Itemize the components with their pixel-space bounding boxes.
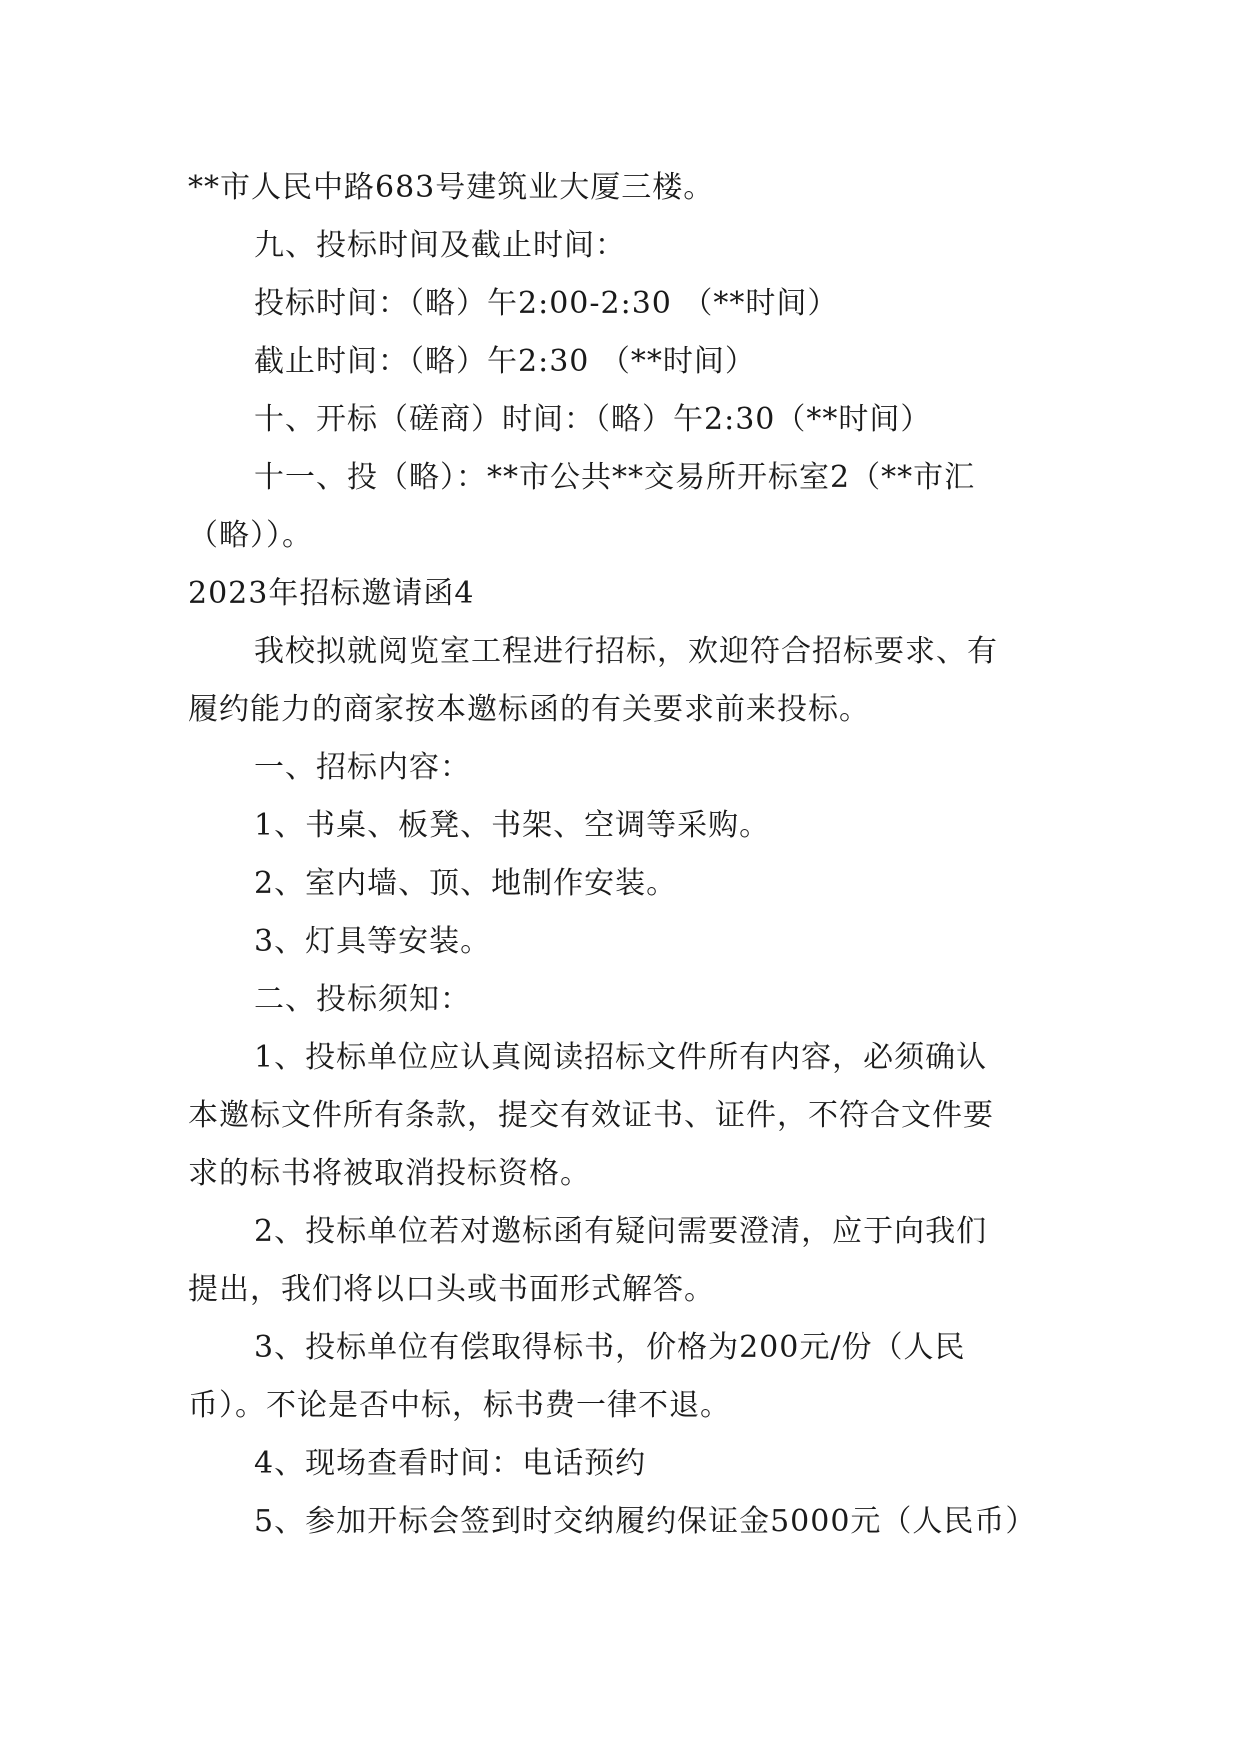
section-heading: 十、开标（磋商）时间：（略）午2:30（**时间） <box>254 402 932 437</box>
section-heading: 一、招标内容： <box>254 750 471 785</box>
paragraph-line: 我校拟就阅览室工程进行招标，欢迎符合招标要求、有 <box>254 634 998 669</box>
text-line: 投标时间：（略）午2:00-2:30 （**时间） <box>254 286 839 321</box>
paragraph-line: 提出，我们将以口头或书面形式解答。 <box>188 1272 715 1307</box>
section-heading: 九、投标时间及截止时间： <box>254 228 626 263</box>
list-item: 3、投标单位有偿取得标书，价格为200元/份（人民 <box>254 1330 966 1365</box>
list-item: 4、现场查看时间：电话预约 <box>254 1446 647 1481</box>
list-item: 3、灯具等安装。 <box>254 924 492 959</box>
section-heading: 十一、投（略）：**市公共**交易所开标室2（**市汇 <box>254 460 976 495</box>
list-item: 5、参加开标会签到时交纳履约保证金5000元（人民币） <box>254 1504 1037 1539</box>
text-line: 截止时间：（略）午2:30 （**时间） <box>254 344 756 379</box>
list-item: 1、投标单位应认真阅读招标文件所有内容，必须确认 <box>254 1040 988 1075</box>
list-item: 1、书桌、板凳、书架、空调等采购。 <box>254 808 771 843</box>
paragraph-line: 履约能力的商家按本邀标函的有关要求前来投标。 <box>188 692 870 727</box>
paragraph-line: 本邀标文件所有条款，提交有效证书、证件，不符合文件要 <box>188 1098 994 1133</box>
text-line: （略））。 <box>188 518 313 553</box>
paragraph-line: 求的标书将被取消投标资格。 <box>188 1156 591 1191</box>
list-item: 2、投标单位若对邀标函有疑问需要澄清，应于向我们 <box>254 1214 988 1249</box>
paragraph-line: 币）。不论是否中标，标书费一律不退。 <box>188 1388 731 1423</box>
text-line: **市人民中路683号建筑业大厦三楼。 <box>188 170 715 205</box>
document-title: 2023年招标邀请函4 <box>188 576 475 611</box>
section-heading: 二、投标须知： <box>254 982 471 1017</box>
list-item: 2、室内墙、顶、地制作安装。 <box>254 866 678 901</box>
